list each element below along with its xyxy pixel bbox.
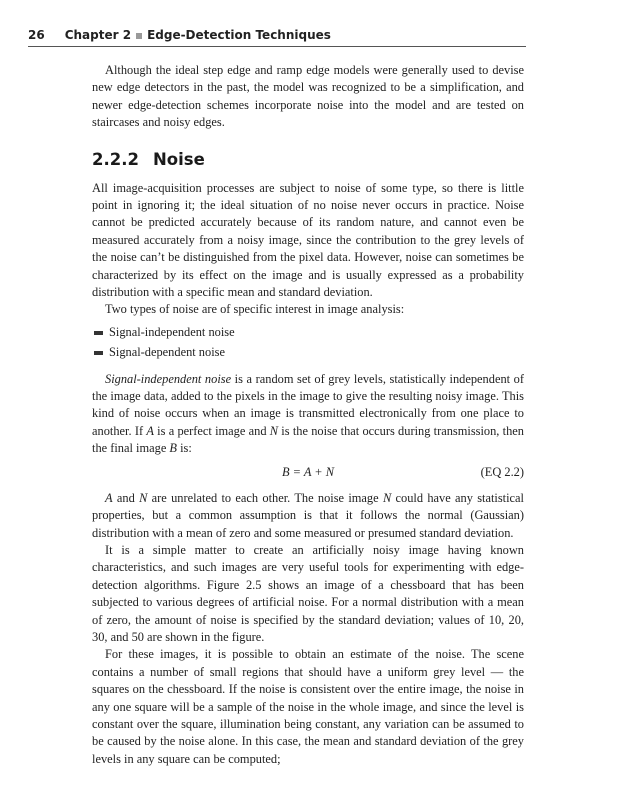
list-item <box>92 324 524 341</box>
section-heading <box>92 149 524 171</box>
equation-eq-2-2 <box>92 464 524 486</box>
chapter-title: Edge-Detection Techniques <box>147 28 331 42</box>
running-head <box>28 28 526 48</box>
chapter-label: Chapter 2 <box>64 28 132 42</box>
noise-paragraph-2: Two types of noise are of specific interest in image analysis: <box>105 302 405 317</box>
var-b: B <box>169 441 177 456</box>
text-run: is the noise that occurs during transmission, then the final image <box>92 423 524 456</box>
noise-paragraph-1: All image-acquisition processes are subject to noise of some type, so there is little point in ignoring it; the ideal situation of no noise never occurs in practice. Noise cannot be predicted accurately because of its random nature, and cannot even be measured accurately from a noisy image, since the contribution to the grey levels of the noise can’t be distinguished from the pixel data. However, noise can sometimes be characterized by its effect on the image and is usually expressed as a probability distribution with a specific mean and standard deviation. <box>92 180 524 300</box>
var-n: N <box>269 423 279 438</box>
separator-square-icon <box>136 33 142 39</box>
term-signal-independent: Signal-independent noise <box>105 371 232 386</box>
var-a: A <box>146 423 154 438</box>
text-run: are unrelated to each other. The noise image <box>147 490 383 505</box>
equation-label: (EQ 2.2) <box>480 464 524 479</box>
text-run: is a random set of grey levels, statistically independent of the image data, added to the pixels in the image to give the resulting noisy image. This kind of noise occurs when an image is transmitted electronically from one place to another. If <box>92 371 524 438</box>
section-number: 2.2.2 <box>92 149 139 169</box>
text-run: is: <box>177 441 192 456</box>
body-text <box>92 62 524 768</box>
signal-independent-paragraph <box>92 371 524 458</box>
bullet-icon <box>94 331 103 335</box>
text-run: could have any statistical properties, but a common assumption is that it follows the normal (Gaussian) distribution with a mean of zero and some measured or presumed standard deviation. <box>92 490 525 540</box>
var-n: N <box>139 490 148 505</box>
unrelated-paragraph <box>92 490 524 542</box>
list-item <box>92 344 524 361</box>
page-number: 26 <box>28 28 45 42</box>
list-item-text: Signal-independent noise <box>109 324 235 339</box>
text-run: is a perfect image and <box>153 423 270 438</box>
noise-estimate-paragraph: For these images, it is possible to obtain an estimate of the noise. The scene contains a number of small regions that should have a uniform grey level — the squares on the chessboard. If the noise is consistent over the entire image, the noise in any one square will be a sample of the noise in the whole image, and since the level is constant over the square, illumination being constant, any variation can be assumed to be caused by the noise alone. In this case, the mean and standard deviation of the grey levels in any square can be computed; <box>92 647 524 766</box>
artificial-noise-paragraph: It is a simple matter to create an artificially noisy image having known characteristics, and such images are very useful tools for experimenting with edge-detection algorithms. Figure 2.5 shows an image of a chessboard that has been subjected to various degrees of artificial noise. For a normal distribution with a mean of zero, the amount of noise is specified by the standard deviation; values of 10, 20, 30, and 50 are shown in the figure. <box>92 542 524 644</box>
var-a: A <box>105 490 113 505</box>
intro-paragraph: Although the ideal step edge and ramp edge models were generally used to devise new edge detectors in the past, the model was recognized to be a simplification, and newer edge-detection schemes incorporate noise into the model and are tested on staircases and noisy edges. <box>92 63 524 130</box>
equation-expression: B = A + N <box>281 464 335 479</box>
var-n: N <box>382 490 392 505</box>
text-run: and <box>112 490 140 505</box>
noise-types-list <box>92 324 524 362</box>
header-rule <box>28 46 526 47</box>
bullet-icon <box>94 351 103 355</box>
list-item-text: Signal-dependent noise <box>109 345 225 360</box>
section-title: Noise <box>152 149 205 169</box>
